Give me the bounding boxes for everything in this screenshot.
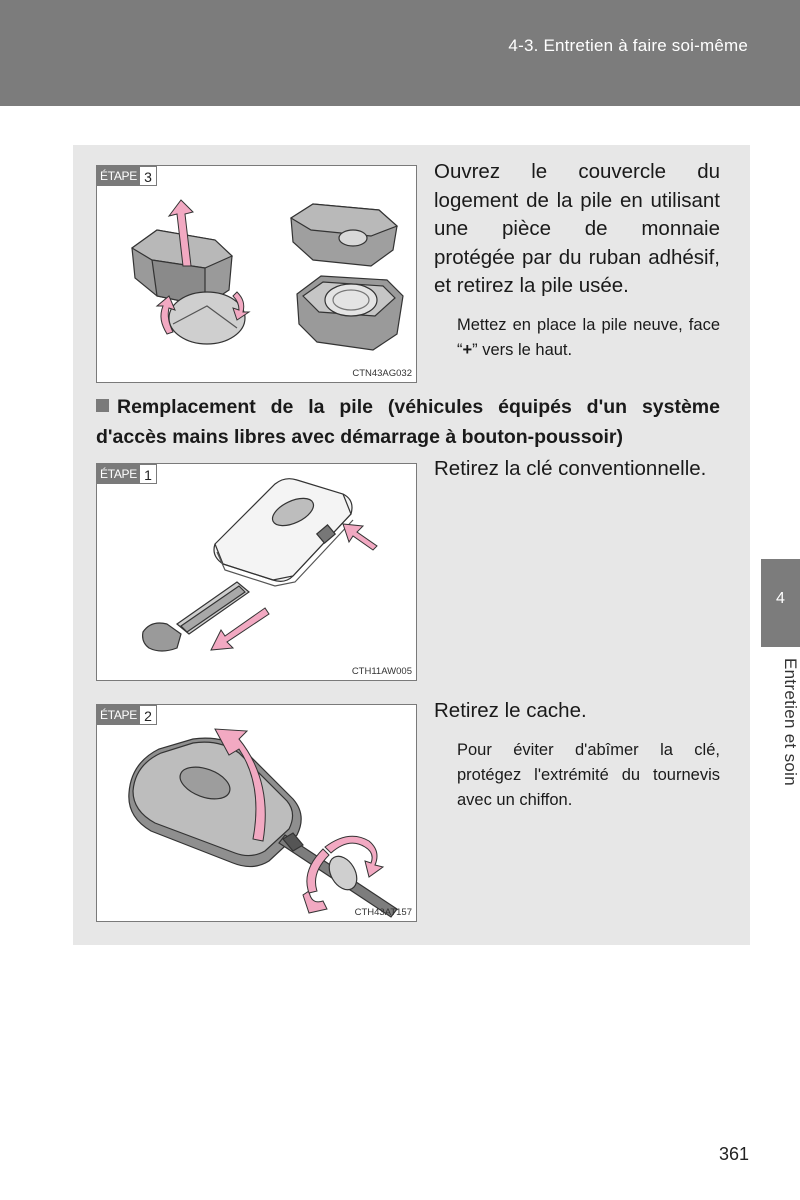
step-label: ÉTAPE	[97, 705, 140, 725]
step-label: ÉTAPE	[97, 464, 140, 484]
heading-bullet-icon	[96, 399, 109, 412]
battery-compartment-illustration	[97, 166, 416, 382]
chapter-label: Entretien et soin	[781, 658, 800, 786]
step-1-instruction: Retirez la clé conventionnelle.	[434, 457, 707, 480]
figure-step-2	[96, 704, 417, 922]
plus-symbol: +	[462, 341, 473, 359]
chapter-number: 4	[776, 590, 785, 607]
figure-step-1	[96, 463, 417, 681]
step-badge	[97, 464, 157, 484]
figure-code: CTH11AW005	[351, 666, 412, 677]
figure-code: CTH43AT157	[354, 907, 412, 918]
page-header	[0, 0, 800, 106]
remove-cover-illustration	[97, 705, 416, 921]
smart-key-body	[129, 738, 301, 866]
step-number: 3	[140, 166, 157, 186]
step-number: 1	[140, 464, 157, 484]
figure-code: CTN43AG032	[352, 368, 412, 379]
page-number: 361	[718, 1144, 749, 1164]
heading-text: Remplacement de la pile (véhicules équipés d'un système d'accès mains libres avec démarrage à bouton-poussoir)	[96, 396, 720, 448]
step-3-note	[457, 313, 720, 363]
step-2-instruction: Retirez le cache.	[434, 699, 587, 722]
note-text-suffix: ” vers le haut.	[472, 341, 573, 359]
coin	[169, 292, 245, 344]
battery-tray	[297, 276, 403, 350]
smart-key-body	[214, 479, 353, 586]
remove-mechanical-key-illustration	[97, 464, 416, 680]
section-title: 4-3. Entretien à faire soi-même	[508, 36, 748, 55]
step-badge	[97, 705, 157, 725]
step-3-instruction: Ouvrez le couvercle du logement de la pile en utilisant une pièce de monnaie protégée par du ruban adhésif, et retirez la pile usée.	[434, 160, 720, 297]
figure-step-3	[96, 165, 417, 383]
step-label: ÉTAPE	[97, 166, 140, 186]
mechanical-key	[143, 582, 249, 651]
section-heading	[96, 393, 720, 452]
step-badge	[97, 166, 157, 186]
chapter-tab[interactable]	[761, 559, 800, 647]
key-fob-cover-right	[291, 204, 397, 266]
note-text-prefix: Mettez en place la pile neuve, face “	[457, 316, 720, 359]
step-number: 2	[140, 705, 157, 725]
step-2-note: Pour éviter d'abîmer la clé, protégez l'extrémité du tournevis avec un chiffon.	[457, 741, 720, 809]
